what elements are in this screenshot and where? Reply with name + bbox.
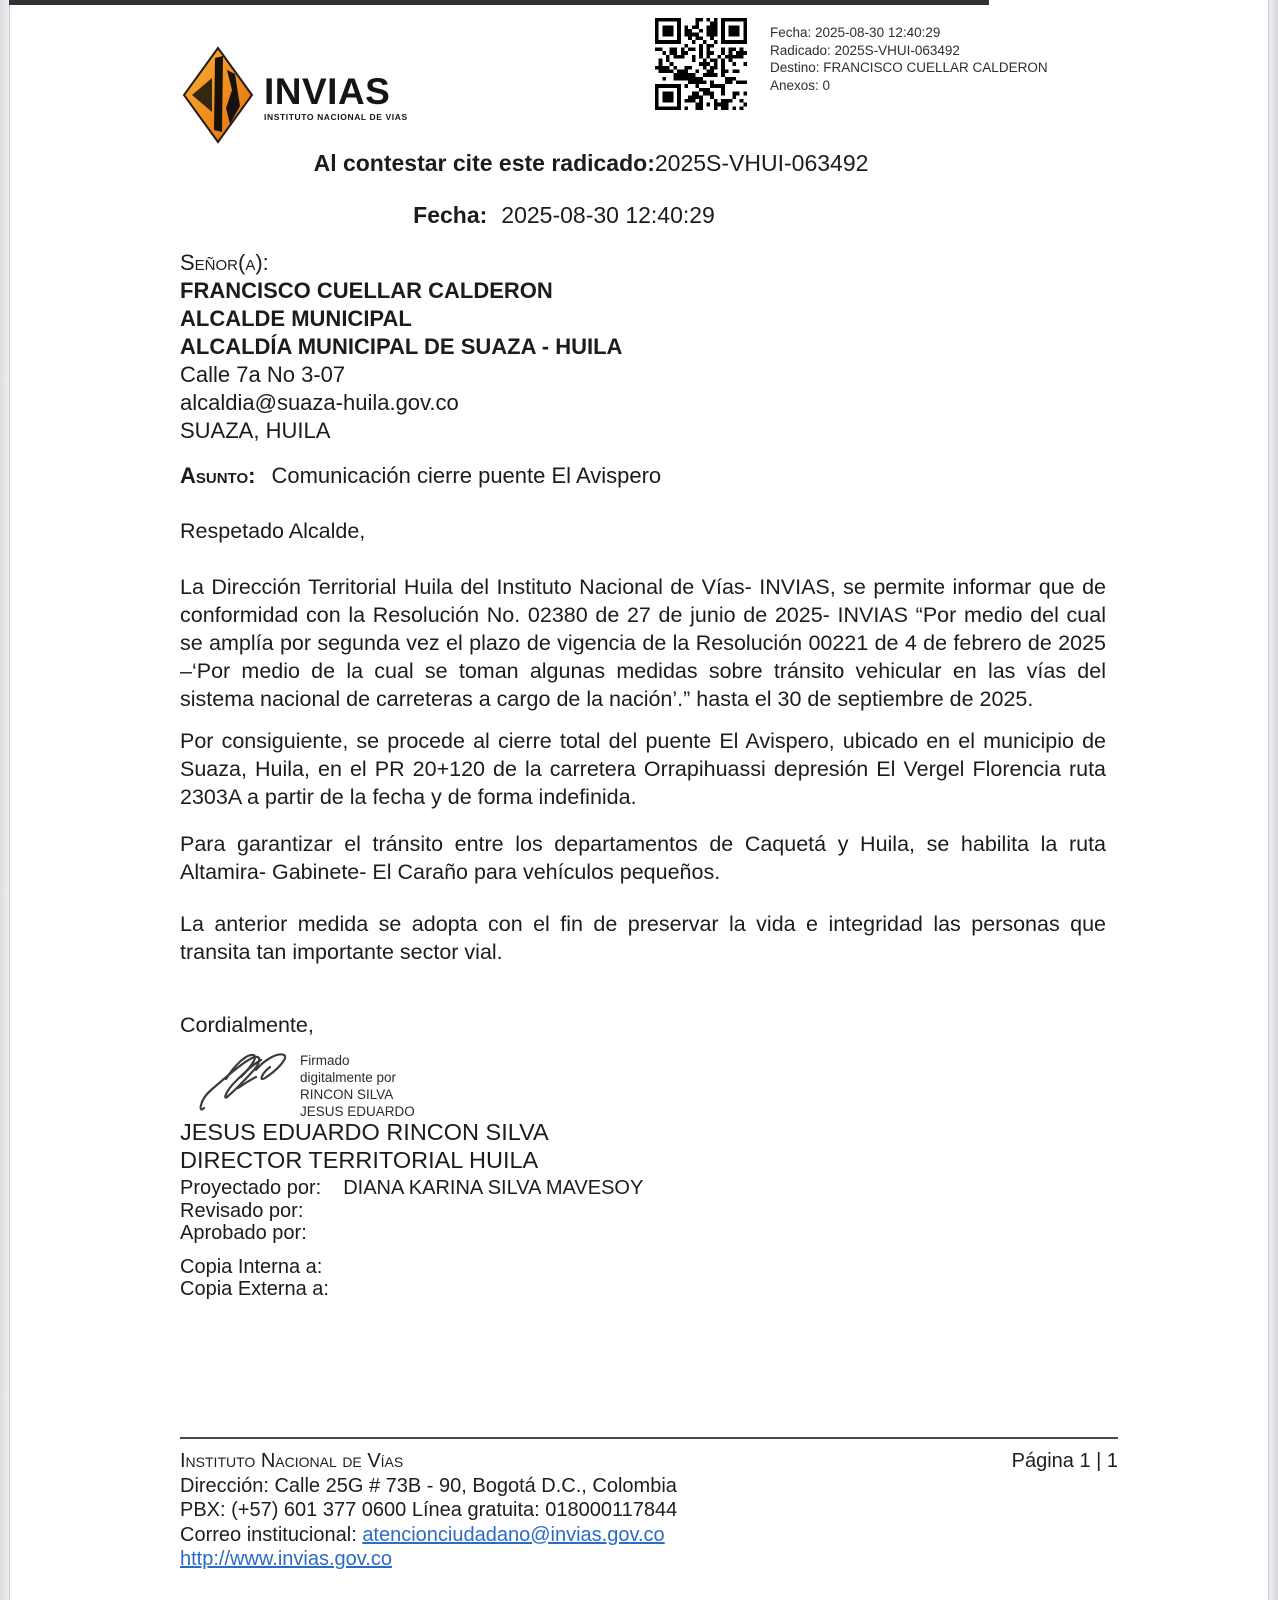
photo-edge-left — [0, 0, 10, 1600]
handwritten-signature-icon — [198, 1046, 298, 1116]
recipient-city: SUAZA, HUILA — [180, 418, 331, 443]
footer-email-line — [180, 1523, 1118, 1548]
qr-metadata — [770, 24, 1048, 94]
photo-edge-right — [1268, 0, 1278, 1600]
footer-org-name: Instituto Nacional de Vías — [180, 1450, 404, 1472]
footer-email-link[interactable]: atencionciudadano@invias.gov.co — [362, 1523, 665, 1546]
aprobado-line: Aprobado por: — [180, 1222, 307, 1244]
qr-code-icon — [655, 18, 747, 110]
body-paragraph-2: Por consiguiente, se procede al cierre total del puente El Avispero, ubicado en el municipio de Suaza, Huila, en el PR 20+120 de la carretera Orrapihuassi depresión El Vergel Florencia ruta 2303A a partir de la fecha y de forma indefinida. — [180, 729, 1106, 809]
proyectado-value: DIANA KARINA SILVA MAVESOY — [343, 1177, 644, 1199]
footer-address: Dirección: Calle 25G # 73B - 90, Bogotá D.C., Colombia — [180, 1474, 677, 1497]
footer-divider — [180, 1437, 1118, 1439]
subject-line — [180, 463, 1106, 489]
recipient-salutation: Señor(a): — [180, 250, 269, 275]
recipient-name: FRANCISCO CUELLAR CALDERON — [180, 278, 553, 303]
fecha-label: Fecha: — [413, 202, 488, 228]
fecha-value: 2025-08-30 12:40:29 — [501, 202, 715, 228]
body-paragraph-1: La Dirección Territorial Huila del Instituto Nacional de Vías- INVIAS, se permite informar que de conformidad con la Resolución No. 02380 de 27 de junio de 2025- INVIAS “Por medio del cual se amplía por segunda vez el plazo de vigencia de la Resolución 00221 de 4 de febrero de 2025 –‘Por medio de la cual se toman algunas medidas sobre tránsito vehicular en las vías del sistema nacional de carreteras a cargo de la nación’.” hasta el 30 de septiembre de 2025. — [180, 575, 1106, 711]
footer-email-label: Correo institucional: — [180, 1523, 363, 1546]
qr-meta-radicado: Radicado: 2025S-VHUI-063492 — [770, 42, 960, 58]
qr-meta-destino: Destino: FRANCISCO CUELLAR CALDERON — [770, 60, 1048, 75]
invias-logo — [182, 46, 408, 149]
qr-meta-anexos: Anexos: 0 — [770, 77, 831, 93]
radicado-label: Al contestar cite este radicado: — [313, 150, 655, 176]
subject-label: Asunto: — [180, 463, 256, 488]
body-paragraph-4: La anterior medida se adopta con el fin de preservar la vida e integridad las personas que transita tan importante sector vial. — [180, 912, 1106, 964]
logo-subtitle: INSTITUTO NACIONAL DE VIAS — [264, 111, 408, 122]
qr-meta-fecha: Fecha: 2025-08-30 12:40:29 — [770, 25, 941, 40]
footer — [180, 1449, 1118, 1572]
signer-name: JESUS EDUARDO RINCON SILVA — [180, 1119, 549, 1145]
proyectado-line — [180, 1177, 1106, 1199]
revisado-line: Revisado por: — [180, 1200, 304, 1222]
logo-wordmark: INVIAS — [264, 70, 391, 112]
recipient-block — [180, 249, 1106, 445]
signer-title: DIRECTOR TERRITORIAL HUILA — [180, 1147, 539, 1173]
digital-signature-note: Firmado digitalmente por RINCON SILVA JESUS EDUARDO — [300, 1053, 415, 1119]
proyectado-label: Proyectado por: — [180, 1177, 322, 1199]
radicado-reference-line — [0, 150, 1278, 177]
recipient-email: alcaldia@suaza-huila.gov.co — [180, 390, 459, 415]
fecha-line — [0, 202, 1278, 229]
recipient-address: Calle 7a No 3-07 — [180, 362, 346, 387]
subject-text: Comunicación cierre puente El Avispero — [271, 463, 662, 488]
copia-externa-line: Copia Externa a: — [180, 1278, 329, 1300]
recipient-entity: ALCALDÍA MUNICIPAL DE SUAZA - HUILA — [180, 334, 623, 359]
photo-edge-top — [9, 0, 989, 5]
body-paragraph-3: Para garantizar el tránsito entre los departamentos de Caquetá y Huila, se habilita la ruta Altamira- Gabinete- El Caraño para vehículos pequeños. — [180, 832, 1106, 884]
closing: Cordialmente, — [180, 1013, 314, 1037]
recipient-title: ALCALDE MUNICIPAL — [180, 306, 412, 331]
invias-diamond-icon — [182, 46, 254, 149]
radicado-value: 2025S-VHUI-063492 — [654, 150, 869, 176]
footer-website-link[interactable]: http://www.invias.gov.co — [180, 1548, 392, 1570]
copia-interna-line: Copia Interna a: — [180, 1256, 323, 1278]
greeting: Respetado Alcalde, — [180, 519, 366, 543]
footer-phone: PBX: (+57) 601 377 0600 Línea gratuita: 018000117844 — [180, 1499, 678, 1521]
page-number: Página 1 | 1 — [1011, 1450, 1118, 1472]
